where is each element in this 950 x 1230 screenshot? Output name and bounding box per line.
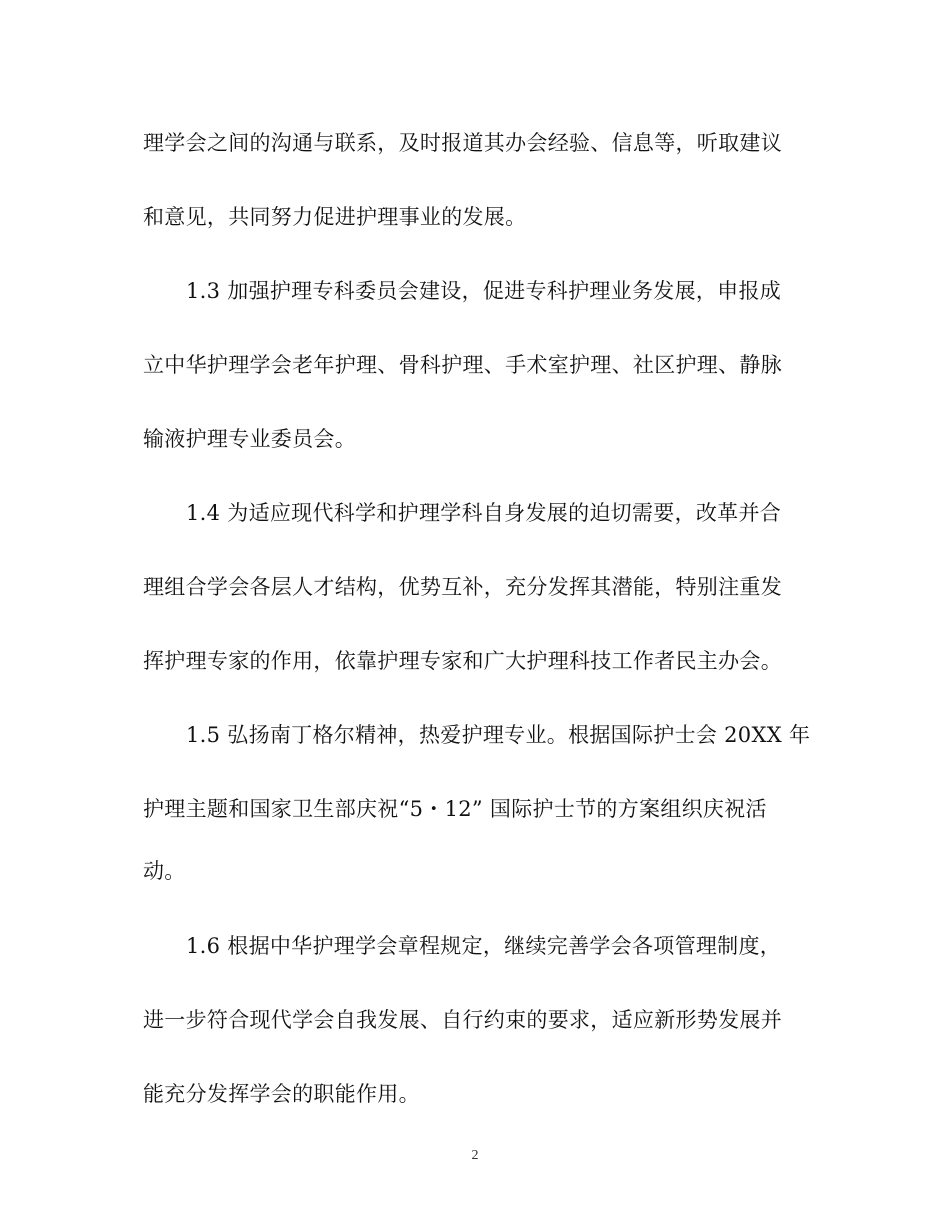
page-number: 2 [471,1148,479,1163]
text-line: 理组合学会各层人才结构，优势互补，充分发挥其潜能，特别注重发 [143,575,782,599]
text-line: 进一步符合现代学会自我发展、自行约束的要求，适应新形势发展并 [143,1008,782,1032]
paragraph-1-4: 1.4 为适应现代科学和护理学科自身发展的迫切需要，改革并合 [186,501,782,525]
text-line: 和意见，共同努力促进护理事业的发展。 [143,205,527,229]
paragraph-1-5: 1.5 弘扬南丁格尔精神，热爱护理专业。根据国际护士会 20XX 年 [186,723,811,747]
text-line: 动。 [143,859,186,883]
text-line: 输液护理专业委员会。 [143,427,356,451]
text-line: 立中华护理学会老年护理、骨科护理、手术室护理、社区护理、静脉 [143,353,782,377]
text-line: 挥护理专家的作用，依靠护理专家和广大护理科技工作者民主办会。 [143,649,782,673]
text-line: 能充分发挥学会的职能作用。 [143,1082,420,1106]
text-line: 护理主题和国家卫生部庆祝“5・12” 国际护士节的方案组织庆祝活 [143,797,767,821]
paragraph-1-6: 1.6 根据中华护理学会章程规定，继续完善学会各项管理制度， [186,934,782,958]
paragraph-1-3: 1.3 加强护理专科委员会建设，促进专科护理业务发展，申报成 [186,279,782,303]
text-line: 理学会之间的沟通与联系，及时报道其办会经验、信息等，听取建议 [143,131,782,155]
